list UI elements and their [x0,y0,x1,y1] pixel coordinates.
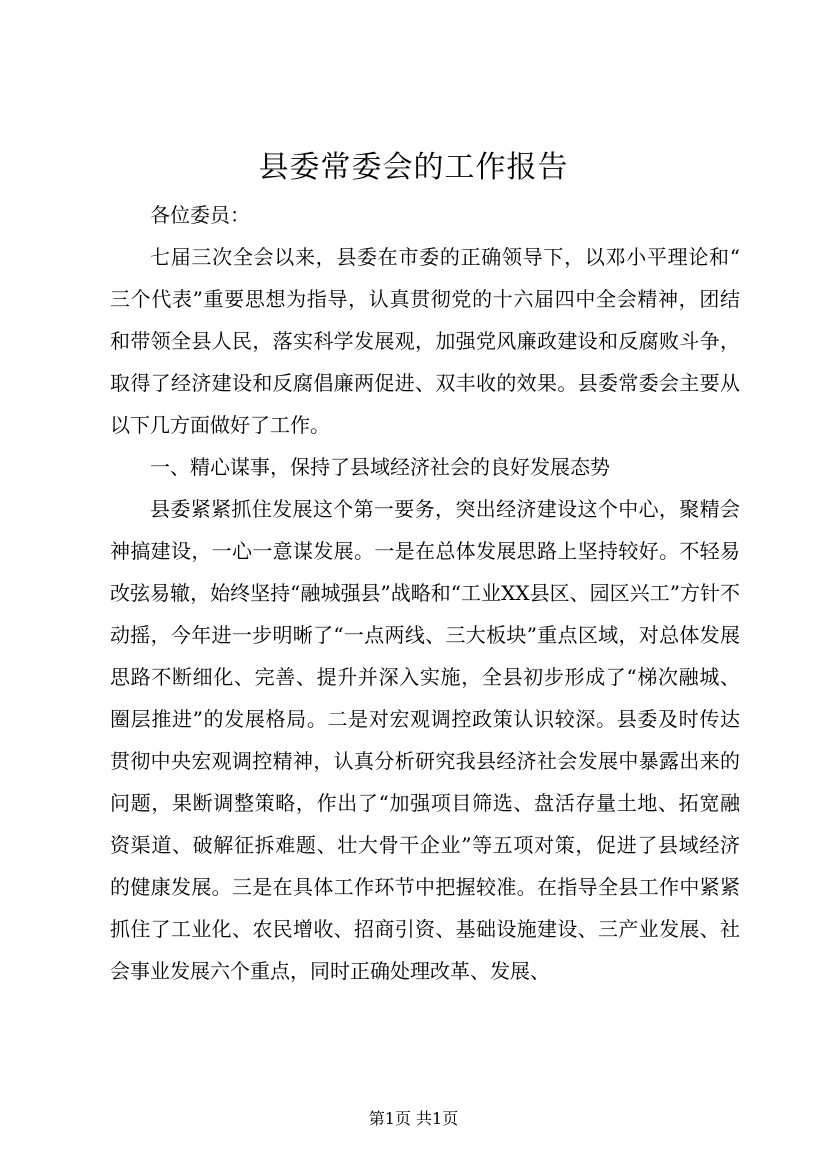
document-body [110,194,740,992]
page-footer: 第1页 共1页 [368,1109,459,1128]
paragraph-intro: 七届三次全会以来，县委在市委的正确领导下，以邓小平理论和“三个代表”重要思想为指导，认真贯彻党的十六届四中全会精神，团结和带领全县人民，落实科学发展观，加强党风廉政建设和反腐败斗争，取得了经济建设和反腐倡廉两促进、双丰收的效果。县委常委会主要从以下几方面做好了工作。 [110,245,740,437]
paragraph-section-1: 县委紧紧抓住发展这个第一要务，突出经济建设这个中心，聚精会神搞建设，一心一意谋发展。一是在总体发展思路上坚持较好。不轻易改弦易辙，始终坚持“融城强县”战略和“工业XX县区、园区兴工”方针不动摇，今年进一步明晰了“一点两线、三大板块”重点区域，对总体发展思路不断细化、完善、提升并深入实施，全县初步形成了“梯次融城、圈层推进”的发展格局。二是对宏观调控政策认识较深。县委及时传达贯彻中央宏观调控精神，认真分析研究我县经济社会发展中暴露出来的问题，果断调整策略，作出了“加强项目筛选、盘活存量土地、拓宽融资渠道、破解征拆难题、壮大骨干企业”等五项对策，促进了县域经济的健康发展。三是在具体工作环节中把握较准。在指导全县工作中紧紧抓住了工业化、农民增收、招商引资、基础设施建设、三产业发展、社会事业发展六个重点，同时正确处理改革、发展、 [110,497,740,983]
section-heading-1: 一、精心谋事，保持了县域经济社会的良好发展态势 [150,455,610,479]
document-title: 县委常委会的工作报告 [258,150,569,185]
salutation: 各位委员： [150,203,250,227]
